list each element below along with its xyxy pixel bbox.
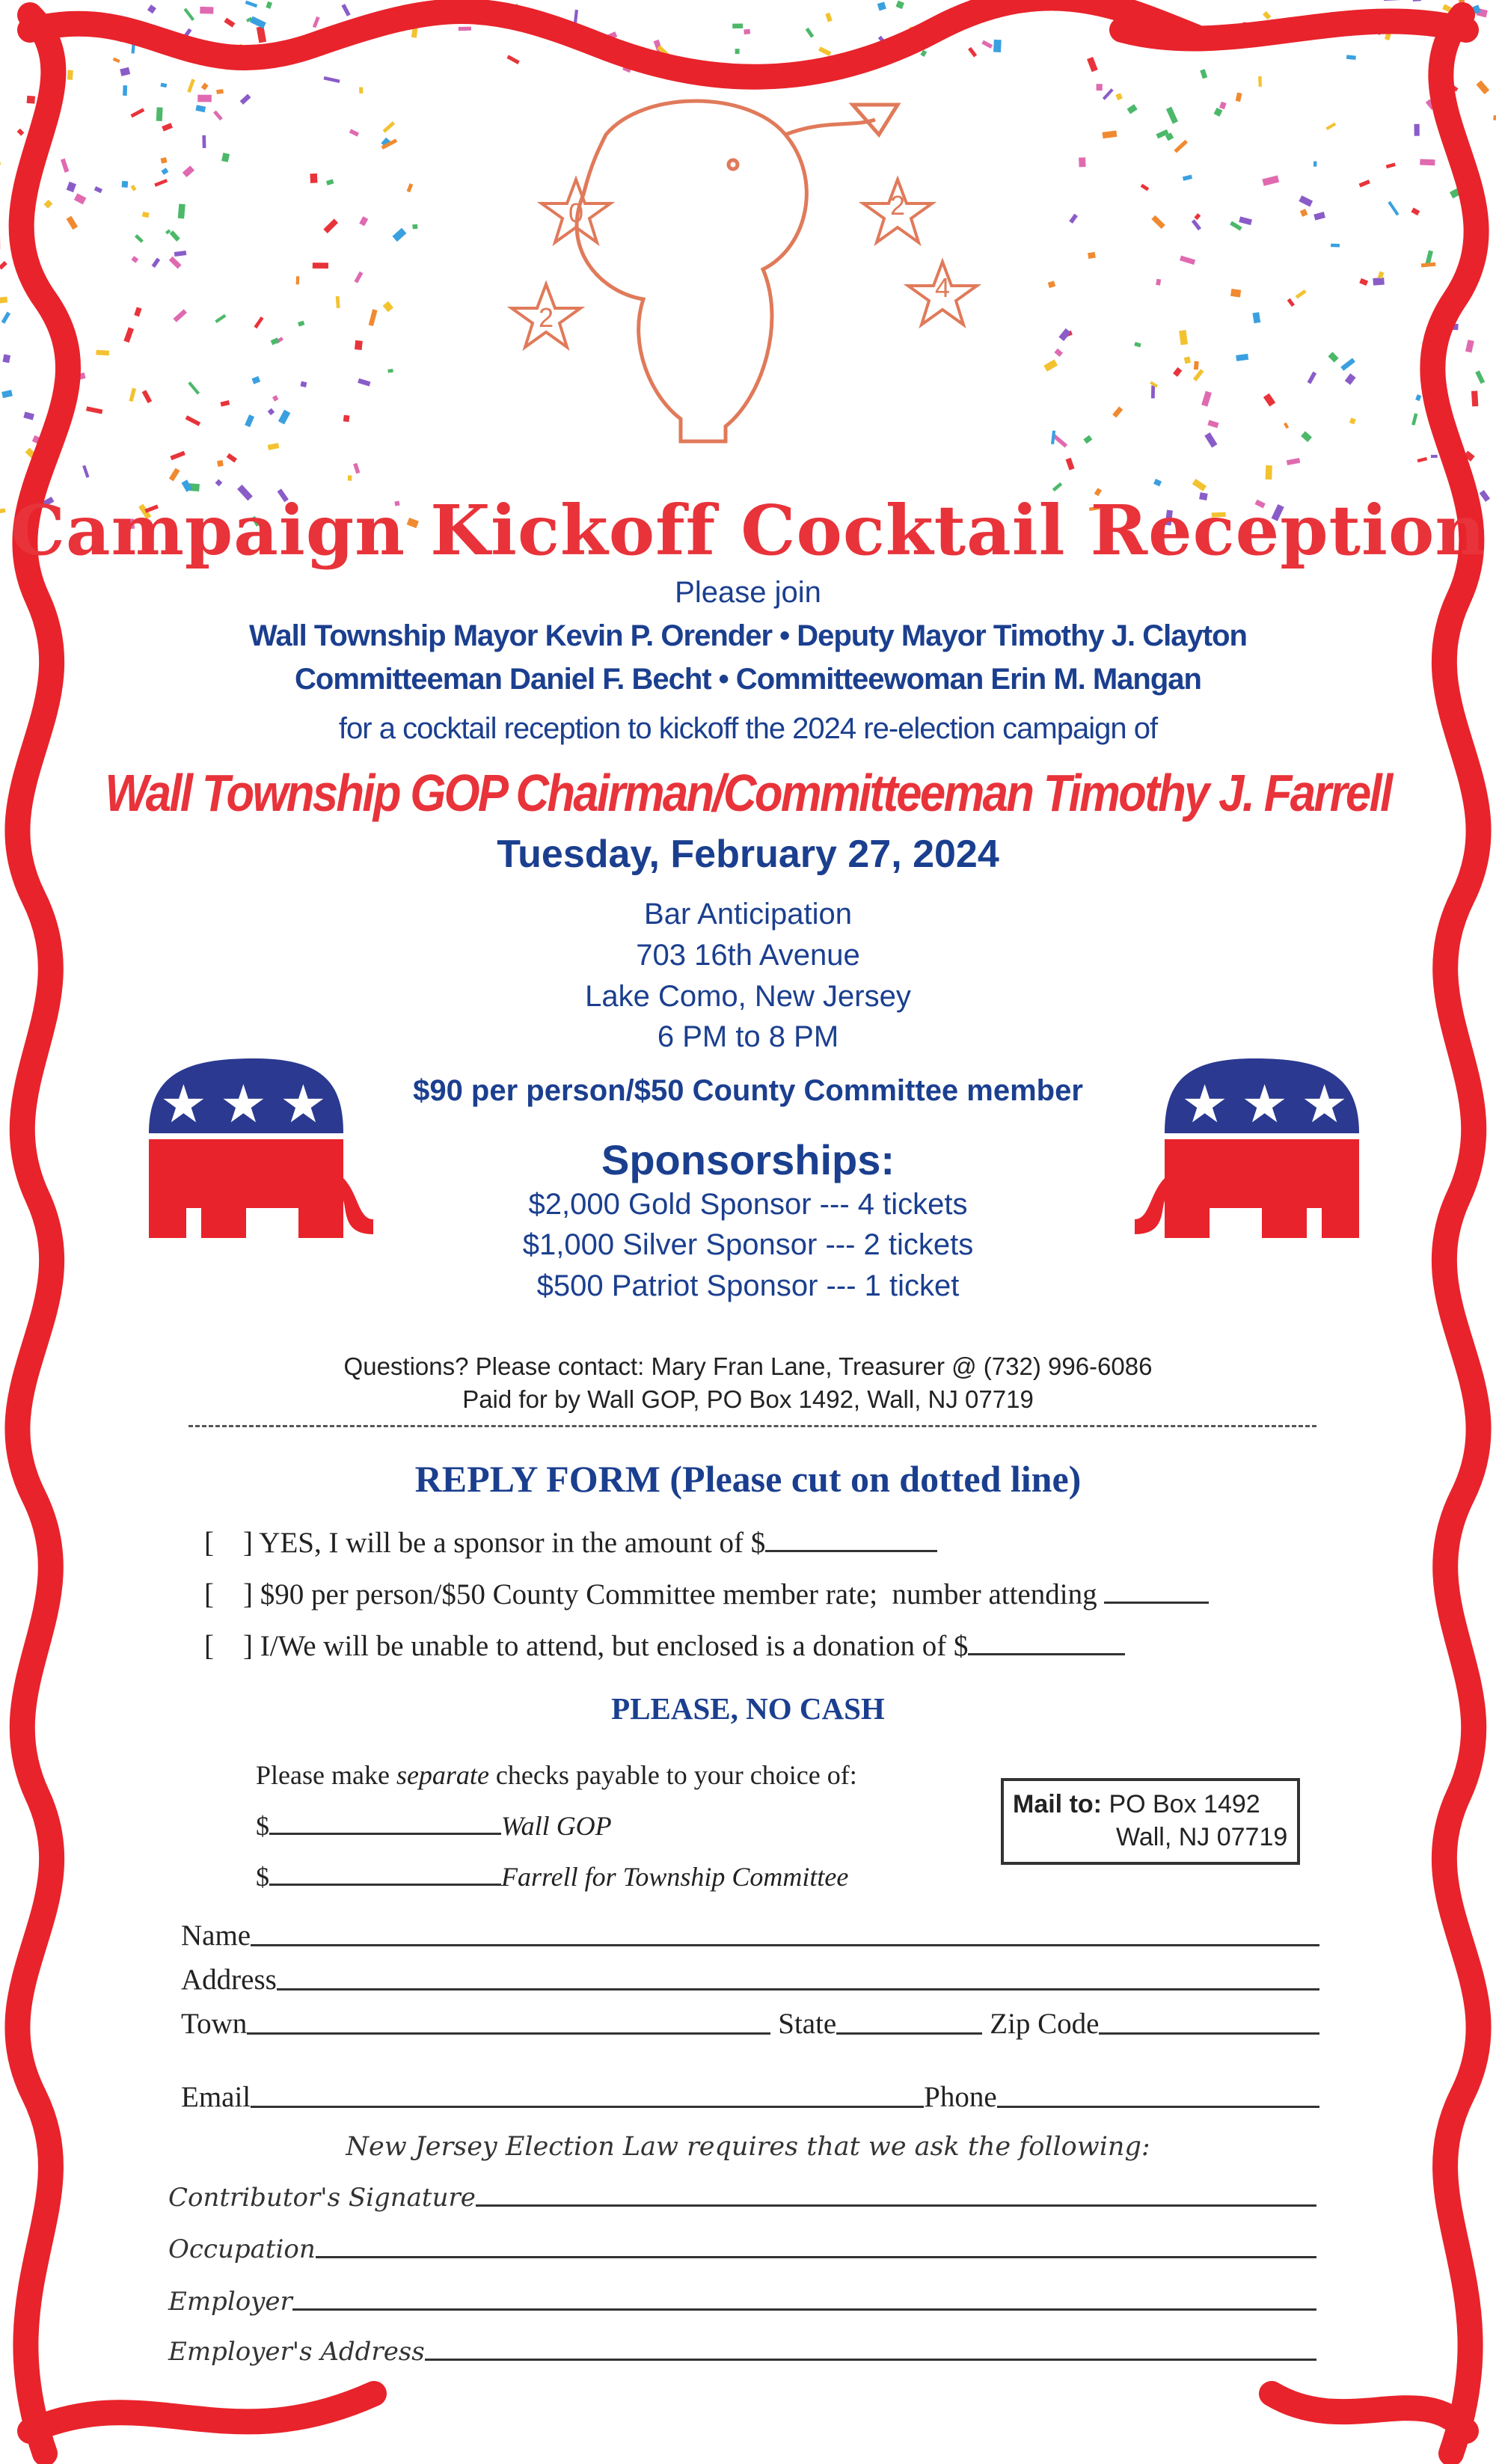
confetti-piece [156, 107, 163, 121]
svg-text:★: ★ [280, 1073, 327, 1135]
field-label: Employer's Address [168, 2337, 425, 2367]
confetti-piece [220, 400, 230, 407]
confetti-piece [67, 70, 73, 79]
svg-text:★: ★ [1241, 1073, 1288, 1135]
confetti-piece [213, 110, 223, 120]
confetti-piece [300, 381, 307, 387]
confetti-piece [313, 263, 328, 269]
confetti-piece [877, 1, 886, 10]
attendance-option[interactable] [204, 1578, 1209, 1611]
confetti-piece [506, 55, 519, 64]
confetti-piece [160, 157, 167, 164]
confetti-piece [1287, 298, 1295, 307]
logo-digit: 4 [934, 272, 951, 303]
confetti-piece [1192, 219, 1201, 230]
confetti-piece [120, 67, 130, 76]
confetti-piece [82, 465, 89, 478]
honoree: Wall Township GOP Chairman/Committeeman Timothy J. Farrell [105, 764, 1391, 822]
venue-name: Bar Anticipation [644, 898, 852, 931]
confetti-piece [1141, 184, 1150, 191]
confetti-piece [968, 47, 977, 58]
confetti-piece [298, 321, 304, 327]
checks-pre: Please make [256, 1760, 396, 1790]
confetti-piece [183, 165, 194, 177]
confetti-piece [1194, 213, 1201, 220]
confetti-piece [217, 460, 224, 467]
confetti-piece [1349, 417, 1356, 424]
confetti-piece [272, 395, 278, 402]
confetti-piece [1465, 340, 1474, 352]
confetti-piece [67, 216, 79, 230]
confetti-piece [122, 181, 129, 188]
field-label: State [778, 2008, 837, 2040]
confetti-piece [1331, 244, 1340, 248]
payee-farrell[interactable] [256, 1861, 848, 1893]
confetti-piece [1300, 209, 1308, 217]
confetti-piece [1173, 367, 1182, 377]
logo-digit: 0 [568, 197, 584, 228]
venue-street: 703 16th Avenue [636, 939, 860, 972]
confetti-piece [1413, 0, 1421, 1]
confetti-piece [348, 475, 352, 480]
mail-address-line2: Wall, NJ 07719 [1116, 1823, 1288, 1851]
confetti-piece [1328, 352, 1338, 362]
confetti-piece [1134, 342, 1141, 347]
confetti-piece [1079, 157, 1085, 167]
name-input[interactable] [251, 1944, 1319, 1946]
confetti-piece [67, 182, 76, 192]
confetti-piece [1313, 212, 1325, 221]
signature-input[interactable] [476, 2204, 1316, 2207]
confetti-piece [130, 108, 144, 117]
confetti-piece [1263, 11, 1271, 19]
confetti-piece [1, 312, 10, 324]
confetti-piece [1214, 108, 1223, 117]
contact-info: Questions? Please contact: Mary Fran Lane, Treasurer @ (732) 996-6086 [343, 1352, 1153, 1380]
confetti-piece [1385, 33, 1391, 40]
dollar-sign: $ [256, 1811, 269, 1841]
confetti-piece [1239, 216, 1252, 225]
confetti-piece [1263, 393, 1275, 407]
amount-blank[interactable] [269, 1810, 501, 1835]
confetti-piece [1230, 221, 1242, 231]
confetti-piece [1299, 195, 1313, 206]
town-state-zip-row[interactable] [181, 2007, 1319, 2041]
confetti-piece [1219, 102, 1227, 110]
confetti-piece [224, 18, 235, 28]
confetti-piece [2, 354, 10, 363]
confetti-piece [1236, 354, 1248, 361]
confetti-piece [1296, 289, 1307, 298]
confetti-piece [195, 105, 206, 112]
checkbox-bracket[interactable]: [ ] [204, 1527, 253, 1559]
confetti-piece [336, 296, 340, 308]
event-time: 6 PM to 8 PM [657, 1020, 839, 1053]
confetti-piece [174, 251, 187, 257]
name-field[interactable] [181, 1919, 1319, 1952]
confetti-piece [383, 121, 395, 133]
confetti-piece [170, 451, 185, 460]
mail-label: Mail to: [1013, 1790, 1102, 1818]
confetti-piece [355, 340, 363, 350]
confetti-piece [0, 261, 7, 270]
confetti-piece [358, 379, 370, 387]
field-label: Name [181, 1919, 251, 1952]
confetti-piece [1236, 92, 1242, 102]
confetti-piece [197, 95, 212, 102]
confetti-piece [1411, 413, 1417, 425]
confetti-piece [1415, 394, 1421, 401]
confetti-piece [1308, 372, 1317, 384]
confetti-piece [1179, 330, 1188, 345]
svg-text:★: ★ [160, 1073, 207, 1135]
confetti-piece [354, 272, 363, 284]
confetti-piece [383, 301, 393, 313]
confetti-piece [96, 350, 109, 356]
confetti-piece [1054, 349, 1063, 357]
logo-digit: 2 [538, 302, 554, 333]
confetti-piece [257, 26, 266, 43]
confetti-piece [1166, 107, 1178, 124]
confetti-piece [343, 415, 350, 422]
confetti-piece [188, 381, 200, 395]
confetti-piece [1258, 76, 1262, 87]
confetti-piece [27, 96, 35, 104]
confetti-piece [173, 309, 186, 322]
confetti-piece [1193, 369, 1204, 381]
confetti-piece [1201, 391, 1212, 407]
confetti-piece [245, 414, 254, 427]
confetti-piece [1266, 465, 1272, 479]
please-join: Please join [675, 576, 821, 609]
mail-address-line1: PO Box 1492 [1109, 1790, 1260, 1818]
employer-address-field[interactable] [168, 2337, 1316, 2367]
confetti-piece [1043, 359, 1058, 371]
confetti-piece [1420, 159, 1435, 166]
confetti-piece [1151, 385, 1155, 398]
cut-line [188, 1425, 1316, 1427]
checks-instructions [256, 1759, 857, 1791]
confetti-piece [1345, 373, 1356, 384]
confetti-piece [251, 376, 260, 384]
confetti-piece [349, 129, 359, 136]
confetti-piece [178, 203, 186, 218]
field-label: Phone [924, 2081, 997, 2113]
phone-input[interactable] [997, 2106, 1319, 2108]
confetti-piece [1103, 88, 1114, 100]
confetti-piece [1252, 312, 1260, 323]
confetti-piece [1384, 0, 1400, 1]
confetti-piece [1066, 458, 1075, 471]
confetti-piece [1493, 115, 1496, 121]
confetti-piece [113, 58, 120, 63]
confetti-piece [1180, 256, 1195, 265]
confetti-piece [1284, 423, 1289, 429]
confetti-piece [341, 4, 350, 16]
confetti-piece [216, 89, 224, 94]
payee-name: Wall GOP [501, 1811, 612, 1841]
confetti-piece [135, 234, 144, 243]
confetti-piece [215, 479, 223, 486]
confetti-piece [123, 327, 134, 343]
employer-field[interactable] [168, 2287, 1316, 2317]
confetti-piece [169, 468, 180, 482]
confetti-piece [187, 79, 195, 93]
option-label: $90 per person/$50 County Committee member rate; number attending [260, 1578, 1105, 1611]
checks-post: checks payable to your choice of: [488, 1760, 857, 1790]
confetti-piece [17, 129, 25, 136]
confetti-piece [1156, 279, 1161, 286]
confetti-piece [1471, 390, 1478, 406]
confetti-piece [324, 76, 340, 83]
employer-input[interactable] [292, 2308, 1316, 2311]
confetti-piece [1083, 435, 1092, 444]
sponsor-tier-silver: $1,000 Silver Sponsor --- 2 tickets [522, 1228, 974, 1261]
hosts-line-2: Committeeman Daniel F. Becht • Committeewoman Erin M. Mangan [295, 663, 1201, 696]
confetti-piece [359, 216, 368, 226]
confetti-piece [387, 369, 393, 373]
occupation-input[interactable] [316, 2256, 1316, 2258]
donation-blank[interactable] [968, 1631, 1125, 1655]
purpose-text: for a cocktail reception to kickoff the 2024 re-election campaign of [338, 712, 1158, 745]
confetti-piece [981, 40, 993, 49]
confetti-piece [993, 40, 1002, 52]
confetti-piece [0, 297, 7, 304]
confetti-piece [227, 453, 237, 463]
confetti-piece [1069, 214, 1078, 224]
confetti-piece [154, 179, 168, 187]
confetti-piece [183, 8, 194, 21]
employer-address-input[interactable] [425, 2359, 1316, 2361]
confetti-piece [161, 168, 168, 175]
field-label: Contributor's Signature [168, 2183, 476, 2213]
payee-name: Farrell for Township Committee [501, 1862, 849, 1892]
confetti-piece [1127, 104, 1138, 114]
confetti-piece [1287, 458, 1300, 465]
confetti-piece [131, 256, 138, 263]
confetti-piece [1230, 289, 1241, 297]
page-title: Campaign Kickoff Cocktail Reception [10, 490, 1486, 571]
confetti-piece [1421, 263, 1436, 268]
confetti-piece [895, 1, 904, 9]
occupation-field[interactable] [168, 2234, 1316, 2264]
payee-wall-gop[interactable] [256, 1810, 612, 1842]
svg-text:★: ★ [1181, 1073, 1228, 1135]
confetti-piece [1115, 93, 1123, 100]
confetti-piece [215, 314, 226, 323]
confetti-piece [268, 408, 275, 416]
sponsor-tier-gold: $2,000 Gold Sponsor --- 4 tickets [528, 1188, 968, 1221]
venue-city: Lake Como, New Jersey [585, 980, 911, 1013]
confetti-piece [732, 23, 743, 28]
confetti-piece [1301, 431, 1312, 442]
amount-blank[interactable] [765, 1527, 937, 1552]
confetti-piece [359, 87, 363, 94]
confetti-piece [1088, 252, 1096, 259]
confetti-piece [1346, 55, 1356, 60]
option-label: YES, I will be a sponsor in the amount of $ [259, 1527, 766, 1559]
checkbox-bracket[interactable]: [ ] [204, 1578, 253, 1611]
svg-text:★: ★ [220, 1073, 267, 1135]
confetti-piece [412, 224, 417, 230]
amount-blank[interactable] [269, 1861, 501, 1886]
ticket-price: $90 per person/$50 County Committee member [413, 1074, 1083, 1107]
confetti-piece [310, 174, 317, 183]
confetti-piece [1340, 358, 1355, 370]
confetti-piece [152, 257, 161, 267]
field-label: Occupation [168, 2234, 316, 2264]
confetti-piece [392, 228, 406, 242]
confetti-piece [43, 200, 52, 209]
confetti-piece [818, 46, 831, 56]
celebrating-elephant-logo [434, 75, 1017, 509]
state-input[interactable] [836, 2032, 982, 2035]
confetti-piece [245, 1, 258, 8]
confetti-piece [1414, 124, 1420, 136]
confetti-piece [1411, 207, 1420, 215]
confetti-piece [278, 410, 290, 425]
confetti-piece [1388, 201, 1399, 216]
confetti-piece [1475, 370, 1485, 384]
address-input[interactable] [277, 1988, 1319, 1990]
confetti-piece [186, 415, 201, 426]
confetti-piece [1151, 215, 1165, 229]
confetti-piece [459, 27, 471, 31]
field-label: Town [181, 2008, 248, 2040]
field-label: Address [181, 1964, 277, 1996]
sponsor-option[interactable] [204, 1526, 937, 1560]
confetti-piece [313, 16, 320, 28]
confetti-piece [23, 411, 34, 420]
confetti-piece [170, 230, 180, 242]
confetti-piece [1476, 80, 1489, 94]
confetti-piece [369, 309, 378, 326]
confetti-piece [250, 16, 266, 29]
confetti-piece [1431, 455, 1438, 458]
confetti-piece [142, 212, 150, 218]
confetti-piece [806, 28, 815, 38]
confetti-piece [825, 13, 832, 22]
field-label: Email [181, 2081, 251, 2113]
confetti-piece [1103, 130, 1118, 138]
confetti-piece [744, 29, 750, 34]
confetti-piece [123, 85, 127, 96]
confetti-piece [1359, 180, 1370, 187]
confetti-piece [353, 463, 360, 474]
email-phone-row[interactable] [181, 2080, 1319, 2114]
confetti-piece [131, 185, 137, 191]
confetti-piece [326, 179, 334, 185]
field-label: Zip Code [990, 2008, 1100, 2040]
confetti-piece [147, 4, 156, 13]
confetti-piece [1194, 361, 1199, 370]
sponsorships-heading: Sponsorships: [601, 1136, 895, 1183]
confetti-piece [1183, 174, 1192, 180]
confetti-piece [1207, 420, 1218, 428]
zip-input[interactable] [1099, 2032, 1319, 2035]
confetti-piece [271, 337, 280, 345]
confetti-piece [1184, 357, 1191, 364]
confetti-piece [735, 49, 740, 54]
sponsor-tier-patriot: $500 Patriot Sponsor --- 1 ticket [536, 1269, 960, 1302]
confetti-piece [129, 388, 136, 402]
attending-blank[interactable] [1104, 1579, 1209, 1604]
confetti-piece [1087, 57, 1098, 72]
confetti-piece [266, 1, 272, 9]
confetti-piece [221, 153, 230, 162]
checks-emphasis: separate [396, 1760, 489, 1790]
confetti-piece [1048, 281, 1056, 288]
svg-text:★: ★ [1301, 1073, 1348, 1135]
mail-to-box [1001, 1778, 1300, 1865]
confetti-piece [142, 390, 153, 403]
confetti-piece [1325, 123, 1336, 131]
confetti-piece [86, 406, 102, 414]
confetti-piece [1386, 162, 1396, 168]
confetti-piece [1112, 406, 1123, 417]
confetti-piece [1, 390, 13, 398]
confetti-piece [1313, 162, 1317, 167]
confetti-piece [1200, 69, 1207, 79]
confetti-piece [169, 257, 182, 269]
confetti-piece [1097, 84, 1103, 91]
confetti-piece [74, 193, 87, 204]
confetti-piece [162, 123, 173, 131]
field-label: Employer [168, 2287, 292, 2317]
confetti-piece [61, 159, 69, 173]
event-date: Tuesday, February 27, 2024 [497, 833, 999, 876]
hosts-line-1: Wall Township Mayor Kevin P. Orender • Deputy Mayor Timothy J. Clayton [249, 619, 1247, 652]
address-field[interactable] [181, 1963, 1319, 1996]
confetti-piece [1204, 432, 1217, 447]
confetti-piece [268, 443, 280, 450]
no-cash-notice: PLEASE, NO CASH [611, 1691, 885, 1726]
election-law-notice: New Jersey Election Law requires that we ask the following: [346, 2132, 1150, 2162]
confetti-piece [0, 160, 1, 167]
signature-field[interactable] [168, 2183, 1316, 2213]
confetti-piece [200, 7, 213, 14]
confetti-piece [202, 135, 206, 148]
confetti-piece [1262, 175, 1279, 186]
town-input[interactable] [247, 2032, 770, 2035]
confetti-piece [240, 94, 251, 105]
donation-option[interactable] [204, 1629, 1125, 1663]
confetti-piece [94, 186, 102, 193]
email-input[interactable] [251, 2106, 924, 2108]
confetti-piece [134, 307, 141, 316]
confetti-piece [1153, 479, 1162, 486]
dollar-sign: $ [256, 1862, 269, 1892]
confetti-piece [1373, 278, 1385, 286]
reply-form-heading: REPLY FORM (Please cut on dotted line) [414, 1458, 1082, 1500]
confetti-piece [323, 218, 338, 233]
confetti-piece [254, 316, 263, 328]
confetti-piece [296, 276, 300, 284]
confetti-piece [1417, 457, 1428, 462]
confetti-piece [1359, 278, 1368, 286]
logo-digit: 2 [889, 190, 906, 221]
confetti-piece [160, 83, 167, 88]
paid-for-disclaimer: Paid for by Wall GOP, PO Box 1492, Wall, NJ 07719 [462, 1385, 1034, 1413]
confetti-piece [201, 83, 209, 91]
checkbox-bracket[interactable]: [ ] [204, 1630, 253, 1662]
confetti-piece [407, 183, 414, 192]
confetti-piece [1174, 140, 1188, 153]
option-label: I/We will be unable to attend, but enclosed is a donation of $ [260, 1630, 969, 1662]
